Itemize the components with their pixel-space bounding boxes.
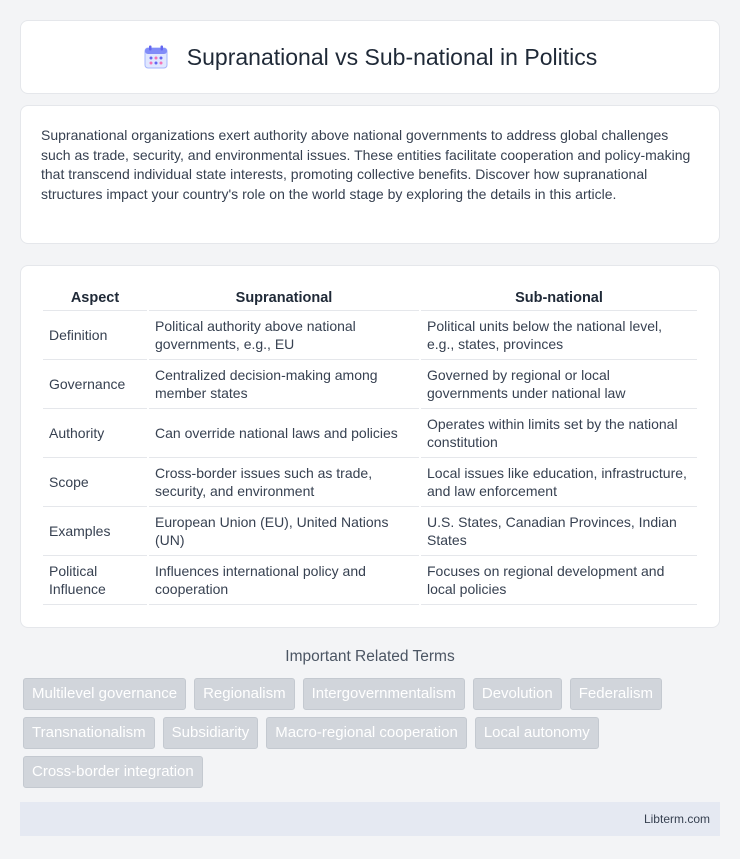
- related-term-tag[interactable]: Local autonomy: [475, 717, 599, 749]
- footer: [20, 802, 720, 836]
- comparison-table: [41, 286, 699, 605]
- table-row: [43, 360, 697, 409]
- related-term-tag[interactable]: Transnationalism: [23, 717, 155, 749]
- related-term-tag[interactable]: Multilevel governance: [23, 678, 186, 710]
- related-terms-title: Important Related Terms: [285, 648, 455, 665]
- row-sub-national: U.S. States, Canadian Provinces, Indian States: [421, 507, 697, 556]
- header-supranational: Supranational: [149, 286, 419, 311]
- related-term-tag[interactable]: Regionalism: [194, 678, 295, 710]
- table-row: [43, 311, 697, 360]
- comparison-table-card: [20, 265, 720, 628]
- row-sub-national: Governed by regional or local governments under national law: [421, 360, 697, 409]
- table-row: [43, 507, 697, 556]
- row-aspect: Governance: [43, 360, 147, 409]
- intro-card: [20, 105, 720, 244]
- row-supranational: Centralized decision-making among member states: [149, 360, 419, 409]
- row-supranational: European Union (EU), United Nations (UN): [149, 507, 419, 556]
- row-sub-national: Operates within limits set by the national constitution: [421, 409, 697, 458]
- related-term-tag[interactable]: Federalism: [570, 678, 662, 710]
- related-terms-list: [20, 678, 720, 788]
- related-term-tag[interactable]: Devolution: [473, 678, 562, 710]
- row-supranational: Political authority above national governments, e.g., EU: [149, 311, 419, 360]
- table-header-row: [43, 286, 697, 311]
- row-supranational: Cross-border issues such as trade, security, and environment: [149, 458, 419, 507]
- header-card: [20, 20, 720, 94]
- row-aspect: Political Influence: [43, 556, 147, 605]
- related-term-tag[interactable]: Intergovernmentalism: [303, 678, 465, 710]
- table-row: [43, 556, 697, 605]
- intro-text: Supranational organizations exert authority above national governments to address global challenges such as trade, security, and environmental issues. These entities facilitate cooperation and policy-making that transcend individual state interests, promoting collective benefits. Discover how supranational structures impact your country's role on the world stage by exploring the details in this article.: [41, 127, 691, 202]
- row-aspect: Definition: [43, 311, 147, 360]
- related-term-tag[interactable]: Cross-border integration: [23, 756, 203, 788]
- row-supranational: Influences international policy and cooperation: [149, 556, 419, 605]
- row-aspect: Authority: [43, 409, 147, 458]
- row-sub-national: Focuses on regional development and local policies: [421, 556, 697, 605]
- row-sub-national: Local issues like education, infrastructure, and law enforcement: [421, 458, 697, 507]
- page-title: Supranational vs Sub-national in Politics: [186, 43, 598, 70]
- row-supranational: Can override national laws and policies: [149, 409, 419, 458]
- related-term-tag[interactable]: Subsidiarity: [163, 717, 259, 749]
- row-sub-national: Political units below the national level, e.g., states, provinces: [421, 311, 697, 360]
- header-aspect: Aspect: [43, 286, 147, 311]
- table-row: [43, 409, 697, 458]
- calendar-icon: [143, 44, 169, 70]
- table-row: [43, 458, 697, 507]
- related-term-tag[interactable]: Macro-regional cooperation: [266, 717, 467, 749]
- row-aspect: Scope: [43, 458, 147, 507]
- header-sub-national: Sub-national: [421, 286, 697, 311]
- row-aspect: Examples: [43, 507, 147, 556]
- footer-brand-link[interactable]: Libterm.com: [643, 812, 710, 826]
